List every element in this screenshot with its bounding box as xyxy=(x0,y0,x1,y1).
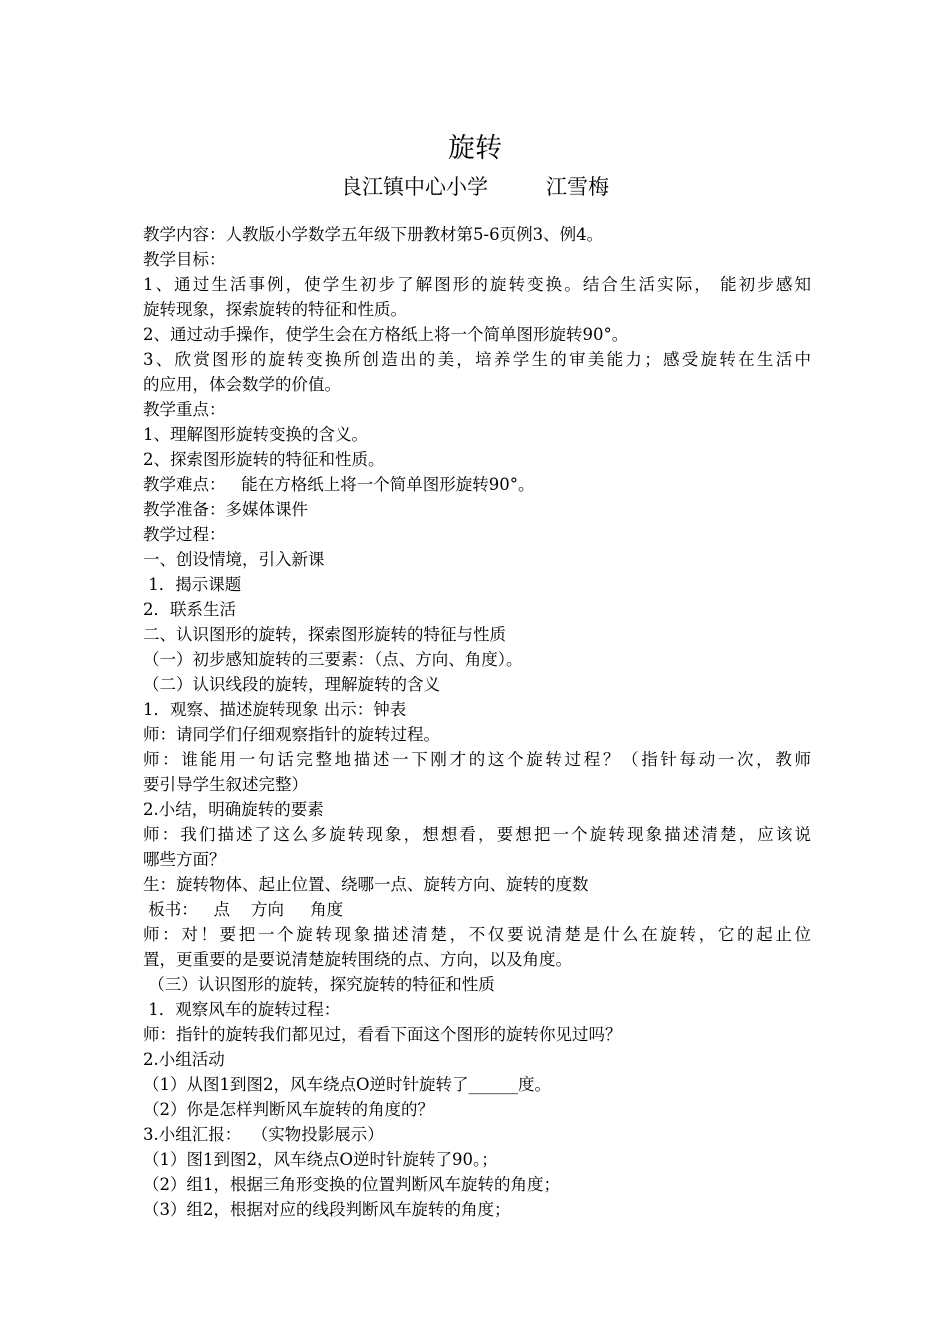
text-line: 1、通过生活事例，使学生初步了解图形的旋转变换。结合生活实际， 能初步感知 xyxy=(143,275,811,294)
text-line: 师：我们描述了这么多旋转现象，想想看，要想把一个旋转现象描述清楚，应该说 xyxy=(143,825,811,844)
text-line: （1）从图1到图2，风车绕点O逆时针旋转了______度。 xyxy=(143,1075,552,1094)
text-line: 师：对！要把一个旋转现象描述清楚，不仅要说清楚是什么在旋转，它的起止位 xyxy=(143,925,811,944)
text-line: 3.小组汇报： （实物投影展示） xyxy=(143,1125,384,1144)
text-line: （3）组2，根据对应的线段判断风车旋转的角度； xyxy=(143,1200,511,1219)
text-line: 3、欣赏图形的旋转变换所创造出的美，培养学生的审美能力；感受旋转在生活中 xyxy=(143,350,811,369)
text-line: 教学准备：多媒体课件 xyxy=(143,500,308,519)
text-line: 2.小结，明确旋转的要素 xyxy=(143,800,324,819)
text-line: （二）认识线段的旋转，理解旋转的含义 xyxy=(143,675,440,694)
text-line: 2、通过动手操作，使学生会在方格纸上将一个简单图形旋转90°。 xyxy=(143,325,629,344)
text-line: （三）认识图形的旋转，探究旋转的特征和性质 xyxy=(143,975,495,994)
text-line: 置，更重要的是要说清楚旋转围绕的点、方向，以及角度。 xyxy=(143,950,572,969)
text-line: （2）组1，根据三角形变换的位置判断风车旋转的角度； xyxy=(143,1175,560,1194)
text-line: 板书： 点 方向 角度 xyxy=(143,900,344,919)
document-body xyxy=(143,222,811,1222)
document-byline xyxy=(0,172,950,202)
school-name: 良江镇中心小学 xyxy=(341,175,488,199)
author-name: 江雪梅 xyxy=(546,175,609,199)
text-line: 师：谁能用一句话完整地描述一下刚才的这个旋转过程？（指针每动一次，教师 xyxy=(143,750,811,769)
text-line: 1．观察风车的旋转过程： xyxy=(143,1000,341,1019)
text-line: 生：旋转物体、起止位置、绕哪一点、旋转方向、旋转的度数 xyxy=(143,875,589,894)
text-line: 1．揭示课题 xyxy=(143,575,242,594)
text-line: 一、创设情境，引入新课 xyxy=(143,550,325,569)
text-line: 师：指针的旋转我们都见过，看看下面这个图形的旋转你见过吗？ xyxy=(143,1025,622,1044)
text-line: 的应用，体会数学的价值。 xyxy=(143,375,341,394)
text-line: （一）初步感知旋转的三要素：（点、方向、角度）。 xyxy=(143,650,523,669)
text-line: 1．观察、描述旋转现象 出示：钟表 xyxy=(143,700,407,719)
text-line: 2、探索图形旋转的特征和性质。 xyxy=(143,450,385,469)
text-line: 2.小组活动 xyxy=(143,1050,225,1069)
text-line: （1）图1到图2，风车绕点O逆时针旋转了90。； xyxy=(143,1150,498,1169)
text-line: 教学过程： xyxy=(143,525,226,544)
text-line: 1、理解图形旋转变换的含义。 xyxy=(143,425,368,444)
text-line: 师：请同学们仔细观察指针的旋转过程。 xyxy=(143,725,440,744)
text-line: 教学重点： xyxy=(143,400,226,419)
text-line: 教学目标： xyxy=(143,250,226,269)
text-line: （2）你是怎样判断风车旋转的角度的？ xyxy=(143,1100,434,1119)
text-line: 教学内容：人教版小学数学五年级下册教材第5-6页例3、例4。 xyxy=(143,225,604,244)
document-title: 旋转 xyxy=(448,133,502,164)
text-line: 哪些方面？ xyxy=(143,850,226,869)
text-line: 旋转现象，探索旋转的特征和性质。 xyxy=(143,300,407,319)
text-line: 要引导学生叙述完整） xyxy=(143,775,308,794)
text-line: 教学难点： 能在方格纸上将一个简单图形旋转90°。 xyxy=(143,475,535,494)
text-line: 2．联系生活 xyxy=(143,600,236,619)
text-line: 二、认识图形的旋转，探索图形旋转的特征与性质 xyxy=(143,625,506,644)
